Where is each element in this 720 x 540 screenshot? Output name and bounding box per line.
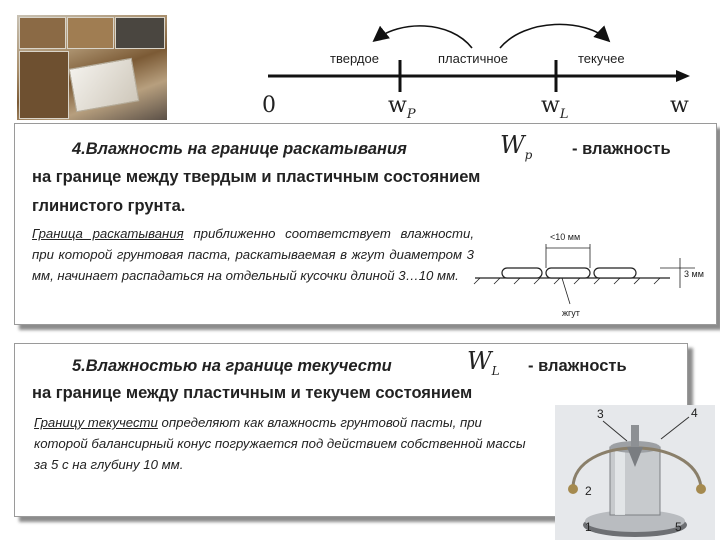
- section-5-heading: 5.Влажностью на границе текучести: [72, 357, 392, 375]
- device-label-1: 1: [585, 520, 592, 534]
- device-label-2: 2: [585, 484, 592, 498]
- axis-arrow-icon: [676, 70, 690, 82]
- section-4-line-2: на границе между твердым и пластичным состоянием: [32, 168, 481, 186]
- rope-piece-2: [546, 268, 590, 278]
- section-4-line-3: глинистого грунта.: [32, 197, 186, 215]
- diameter-label: 3 мм: [684, 269, 704, 279]
- curved-arrow-left-icon: [375, 26, 472, 48]
- axis-w: w: [670, 93, 689, 118]
- section-5-symbol: $W_L$: [467, 347, 500, 378]
- section-4-heading: 4.Влажность на границе раскатывания: [72, 140, 407, 158]
- axis-zero: 0: [262, 93, 276, 118]
- axis-wp: $w_P$: [388, 93, 416, 122]
- device-label-3: 3: [597, 407, 604, 421]
- rope-piece-3: [594, 268, 636, 278]
- section-4-heading-tail: - влажность: [572, 140, 671, 158]
- length-label: <10 мм: [550, 232, 581, 242]
- segment-solid: твердое: [330, 51, 379, 66]
- section-5-note: Границу текучести определяют как влажность грунтовой пасты, при которой балансирный конус погружается под действием собственной массы за 5 с на глубину 10 мм.: [34, 415, 526, 472]
- rope-sketch: [470, 222, 715, 322]
- section-4-symbol: $W_p$: [500, 131, 533, 162]
- balancing-cone-device: [555, 405, 715, 540]
- curved-arrow-right-icon: [500, 24, 608, 48]
- rope-label: жгут: [562, 308, 580, 318]
- axis-wl: $w_L$: [541, 93, 569, 122]
- segment-liquid: текучее: [578, 51, 625, 66]
- device-label-5: 5: [675, 520, 682, 534]
- rope-piece-1: [502, 268, 542, 278]
- section-5-heading-tail: - влажность: [528, 357, 627, 375]
- device-label-4: 4: [691, 406, 698, 420]
- segment-plastic: пластичное: [438, 51, 508, 66]
- section-5-line-2: на границе между пластичным и текучем состоянием: [32, 384, 473, 402]
- section-4-note: Граница раскатывания приближенно соответствует влажности, при которой грунтовая паста, раскатываемая в жгут диаметром 3 мм, начинает распадаться на отдельный кусочки длиной 3…10 мм.: [32, 226, 474, 283]
